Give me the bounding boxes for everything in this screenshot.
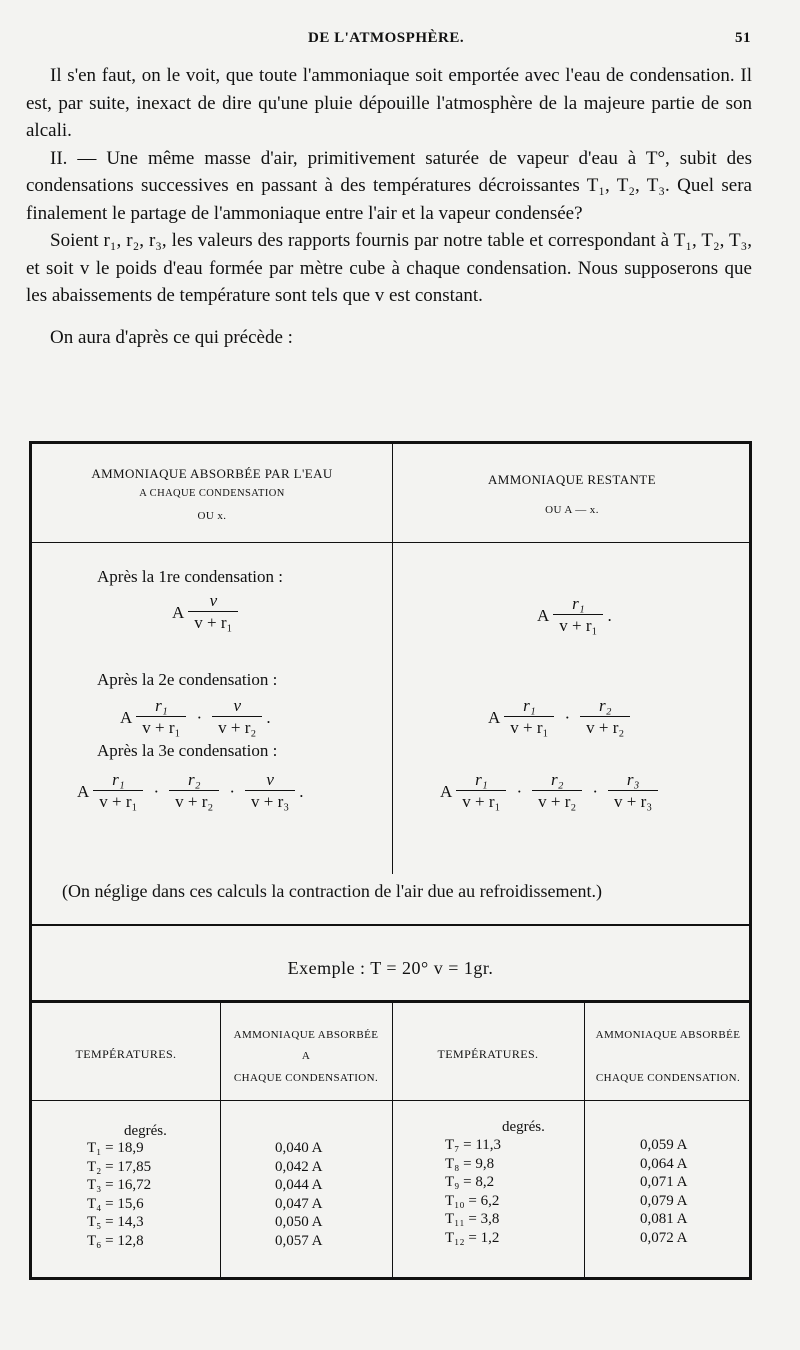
remaining-expr-2: A $\frac{\text{r₁}}{\text{v + r₁}}$ · $\frac{\text{r₂}}{\text{v + r₂}}$ [488,696,634,739]
fraction [188,591,238,634]
temperature-cell: T₂ = 17,85 [87,1158,152,1175]
body-text [26,62,752,351]
fraction [532,770,582,813]
denominator: v + r₃ [245,790,295,813]
fraction [608,770,658,813]
running-header-title: DE L'ATMOSPHÈRE. [308,30,465,46]
temperature-cell: T₃ = 16,72 [87,1177,152,1193]
numerator: r₂ [550,770,564,789]
value-cell: 0,079 A [640,1192,688,1209]
header-rule [32,542,749,543]
denominator: v + r₁ [504,716,554,739]
value-cell: 0,040 A [275,1140,323,1156]
denominator: v + r₁ [93,790,143,813]
after-third-condensation-label: Après la 3e condensation : [97,741,278,760]
denominator: v + r₁ [553,614,603,637]
abs-header-left-line2: A [301,1050,311,1062]
abs-header-left-line1: AMMONIAQUE ABSORBÉE [233,1029,379,1041]
value-cell: 0,071 A [640,1174,688,1190]
paragraph-2: II. — Une même masse d'air, primitivement saturée de vapeur d'eau à T°, subit des condensations successives en passant à des températures décroissantes T₁, T₂, T₃. Quel sera finalement le partage de l'ammoniaque entre l'air et la vapeur condensée? [26,147,752,224]
denominator: v + r₂ [169,790,219,813]
fraction [580,696,630,739]
abs-header-left-line3: CHAQUE CONDENSATION. [233,1072,379,1084]
symbol-A: A [537,605,550,625]
denominator: v + r₃ [608,790,658,813]
temperature-cell: T₆ = 12,8 [87,1232,144,1249]
temperature-cell: T₅ = 14,3 [87,1214,144,1230]
fraction [553,594,603,637]
unit-label-left: degrés. [124,1123,167,1139]
rule [32,924,749,926]
ammonia-table-box [29,441,752,1280]
temperature-cell: T₁₂ = 1,2 [445,1229,500,1246]
column-divider [584,1003,585,1277]
fraction [136,696,186,739]
fraction [169,770,219,813]
temperature-cell: T₁ = 18,9 [87,1140,144,1156]
remaining-expr-3: A $\frac{\text{r₁}}{\text{v + r₁}}$ · $\frac{\text{r₂}}{\text{v + r₂}}$ · $\frac{\text{r₃}}{\text{v + r₃}}$ [440,770,662,813]
numerator: r₃ [626,770,640,789]
rule [32,1000,749,1003]
symbol-A: A [172,602,185,622]
paragraph-3: Soient r₁, r₂, r₃, les valeurs des rapports fournis par notre table et correspondant à T₁, T₂, T₃, et soit v le poids d'eau formée par mètre cube à chaque condensation. Nous supposerons que les abaissements de température sont tels que v est constant. [26,230,752,306]
temperature-cell: T₉ = 8,2 [445,1174,495,1190]
temp-header-right: TEMPÉRATURES. [437,1047,539,1061]
remaining-expr-1: A $\frac{\text{r₁}}{\text{v + r₁}}$ . [537,594,612,635]
numerator: r₁ [112,770,125,789]
symbol-A: A [440,781,453,801]
left-temperature-column [87,1139,151,1250]
column-divider [392,444,393,874]
temperature-cell: T₁₁ = 3,8 [445,1211,500,1227]
fraction [456,770,506,813]
numerator: v [209,591,218,610]
value-cell: 0,072 A [640,1229,688,1246]
numerator: v [266,770,274,789]
col1-header-line3: OU x. [197,510,227,522]
temperature-cell: T₇ = 11,3 [445,1137,502,1153]
value-cell: 0,064 A [640,1155,688,1172]
col2-header-line2: OU A — x. [545,504,599,516]
example-line: Exemple : T = 20° v = 1gr. [287,958,494,978]
unit-label-right: degrés. [502,1119,545,1135]
denominator: v + r₁ [188,611,238,634]
absorbed-expr-2: A $\frac{\text{r₁}}{\text{v + r₁}}$ · $\frac{v}{\text{v + r₂}}$ . [120,696,271,737]
rule [32,1100,749,1101]
value-cell: 0,047 A [275,1195,323,1212]
page-number: 51 [735,30,751,46]
abs-header-right-line1: AMMONIAQUE ABSORBÉE [595,1029,741,1041]
value-cell: 0,050 A [275,1214,323,1230]
value-cell: 0,081 A [640,1211,688,1227]
numerator: r₂ [598,696,612,715]
symbol-A: A [488,707,501,727]
column-divider [220,1003,221,1277]
right-temperature-column [445,1136,501,1247]
numerator: r₁ [572,594,585,613]
col1-header-line1: AMMONIAQUE ABSORBÉE PAR L'EAU [91,466,333,481]
numerator: r₁ [155,696,168,715]
value-cell: 0,042 A [275,1158,323,1175]
after-second-condensation-label: Après la 2e condensation : [97,670,278,689]
fraction [212,696,262,739]
abs-header-right-line2: CHAQUE CONDENSATION. [595,1072,741,1084]
numerator: r₁ [523,696,536,715]
note-text: (On néglige dans ces calculs la contraction de l'air due au refroidissement.) [62,881,603,901]
value-cell: 0,057 A [275,1232,323,1249]
denominator: v + r₂ [212,716,262,739]
temperature-cell: T₈ = 9,8 [445,1155,495,1172]
absorbed-expr-1 [172,591,242,634]
fraction [504,696,554,739]
value-cell: 0,059 A [640,1137,688,1153]
col1-header-line2: A CHAQUE CONDENSATION [139,488,285,499]
absorbed-expr-3: A $\frac{\text{r₁}}{\text{v + r₁}}$ · $\frac{\text{r₂}}{\text{v + r₂}}$ · $\frac{v}{\text{v + r₃}}$ . [77,770,304,811]
temperature-cell: T₁₀ = 6,2 [445,1192,500,1209]
numerator: v [233,696,241,715]
left-value-column [275,1139,323,1250]
col2-header-line1: AMMONIAQUE RESTANTE [488,472,656,487]
fraction [93,770,143,813]
value-cell: 0,044 A [275,1177,323,1193]
denominator: v + r₁ [136,716,186,739]
temperature-cell: T₄ = 15,6 [87,1195,144,1212]
numerator: r₂ [187,770,201,789]
temp-header-left: TEMPÉRATURES. [75,1047,177,1061]
paragraph-4: On aura d'après ce qui précède : [50,326,293,348]
denominator: v + r₂ [580,716,630,739]
symbol-A: A [120,707,133,727]
symbol-A: A [77,781,90,801]
after-first-condensation-label: Après la 1re condensation : [97,567,283,586]
column-divider [392,1003,393,1277]
denominator: v + r₂ [532,790,582,813]
numerator: r₁ [475,770,488,789]
right-value-column [640,1136,688,1247]
denominator: v + r₁ [456,790,506,813]
paragraph-1: Il s'en faut, on le voit, que toute l'ammoniaque soit emportée avec l'eau de condensation. Il est, par suite, inexact de dire qu'une pluie dépouille l'atmosphère de la majeure partie de son alcali. [26,65,752,141]
fraction [245,770,295,813]
